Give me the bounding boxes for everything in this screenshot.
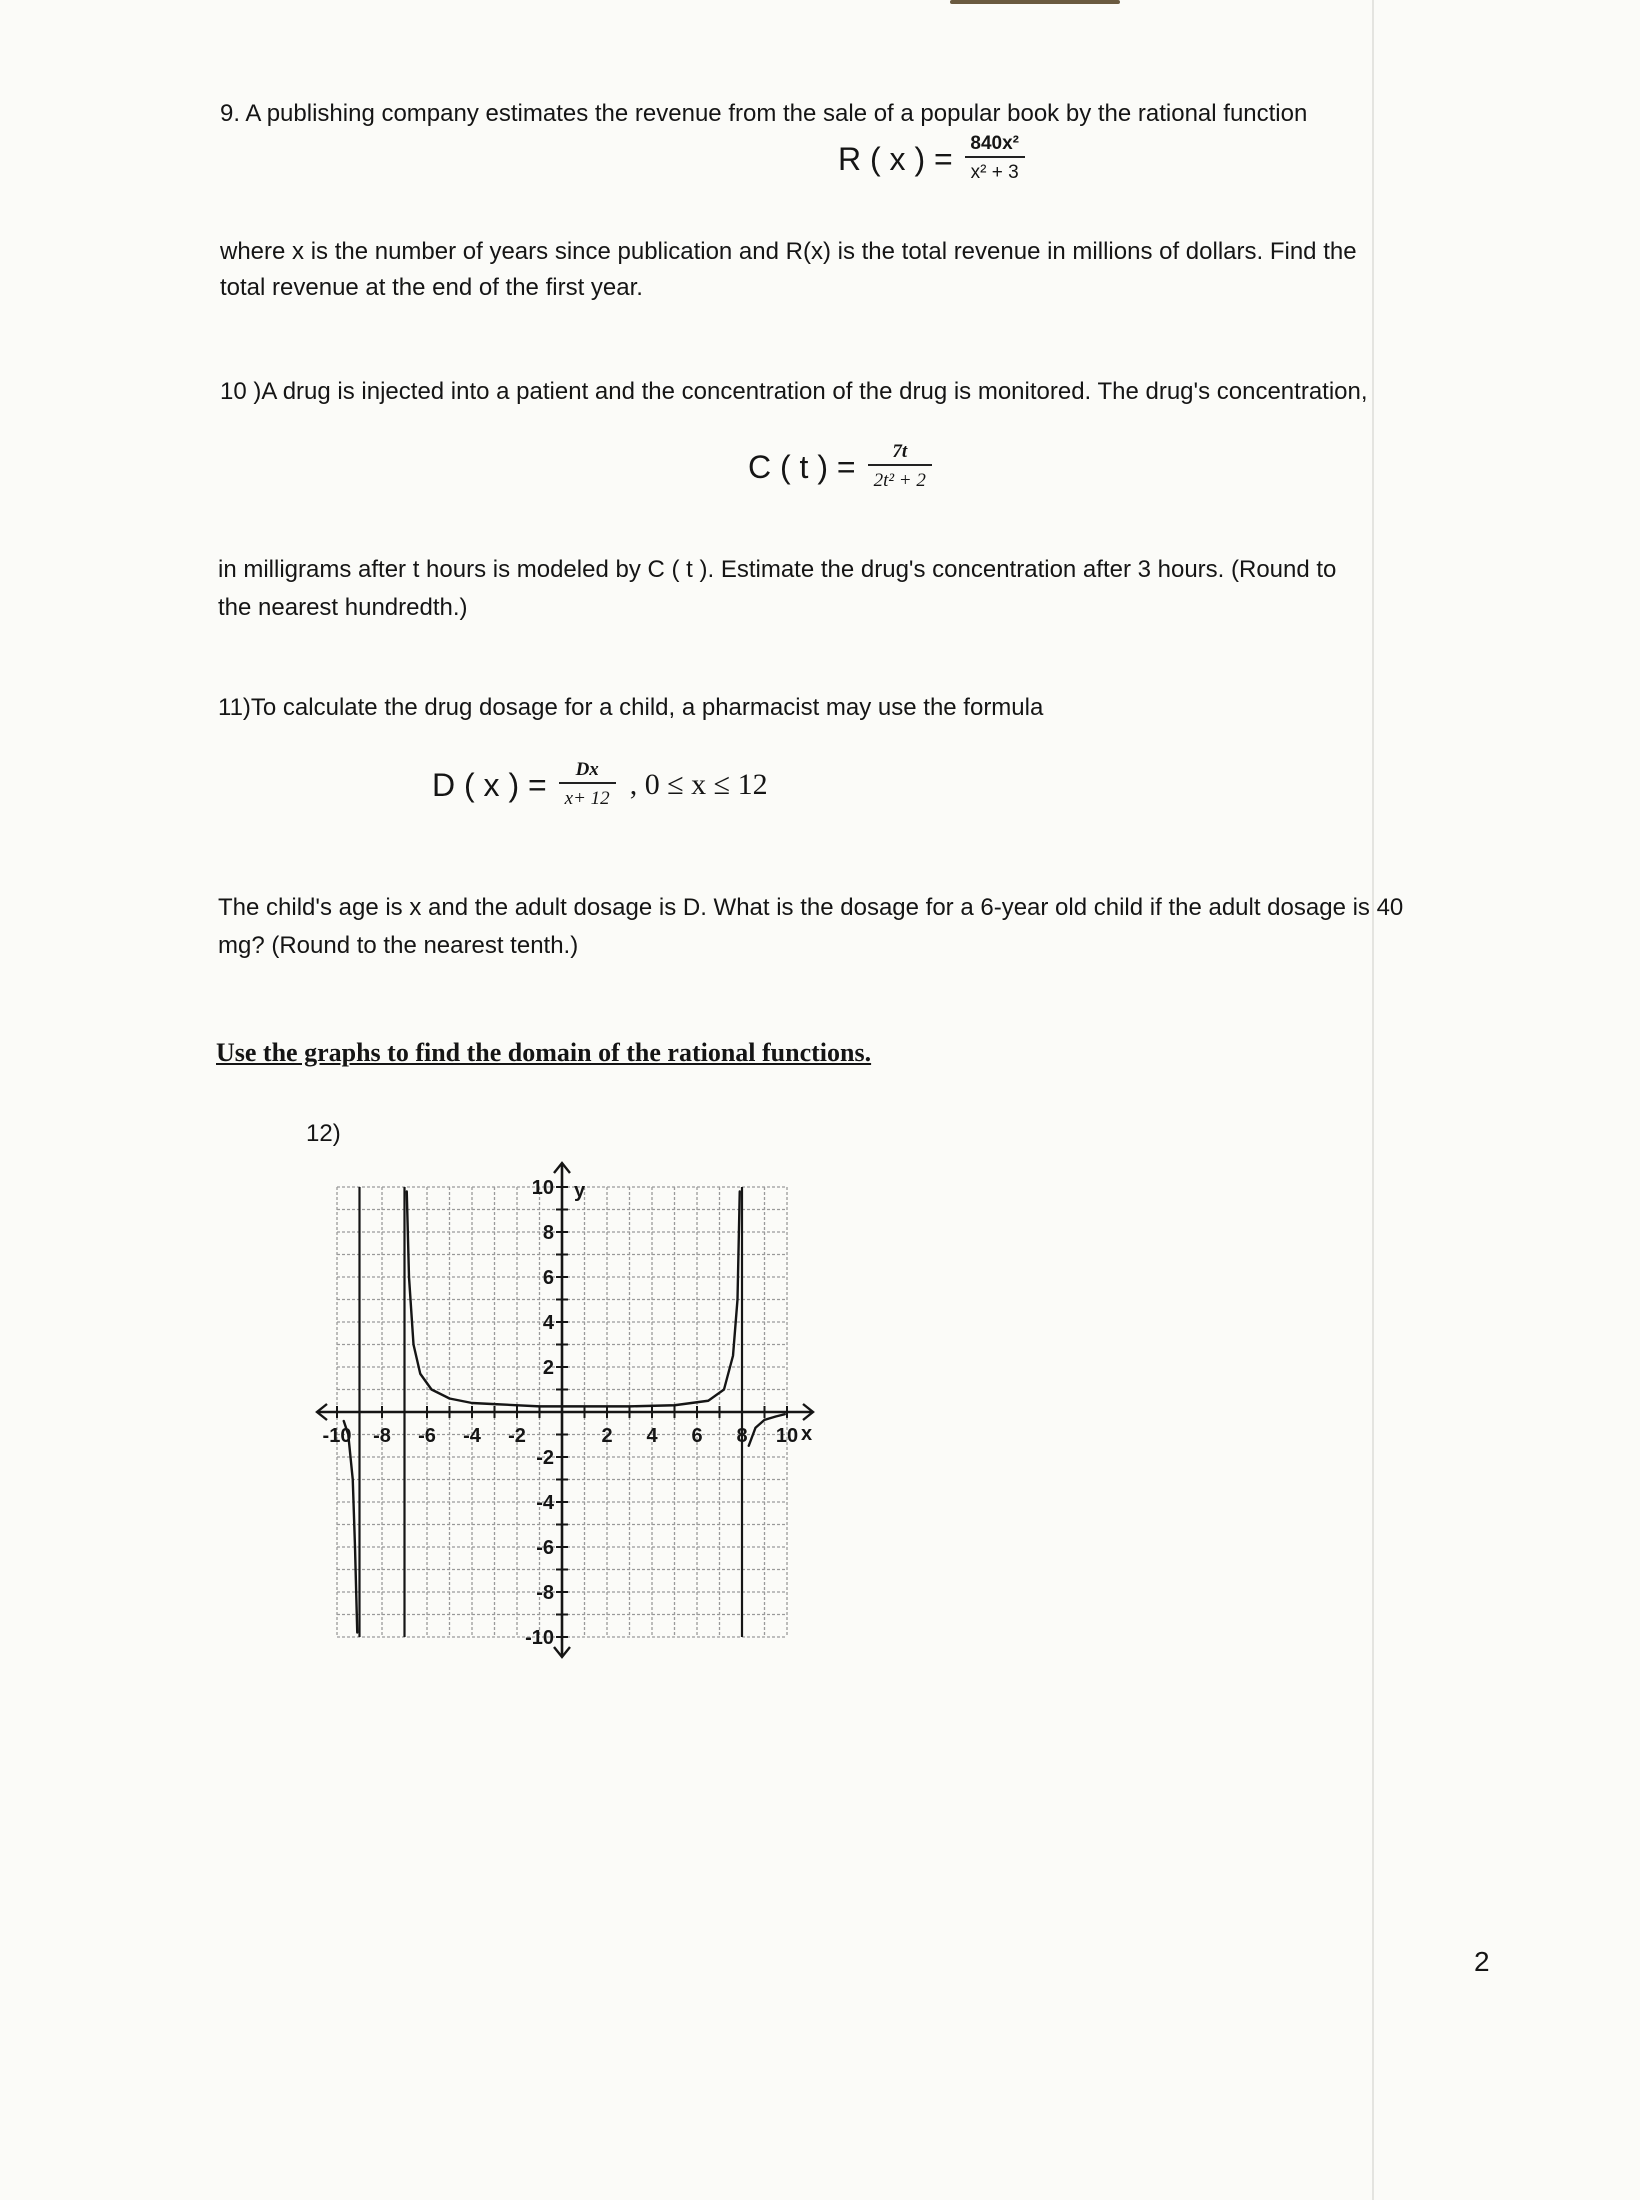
problem-9-func-name: R ( x ) = <box>838 140 953 177</box>
y-tick-label: -8 <box>536 1582 554 1604</box>
x-tick-label: 2 <box>601 1425 613 1447</box>
problem-11-line-3: mg? (Round to the nearest tenth.) <box>218 932 579 959</box>
problem-11-formula <box>432 758 768 812</box>
y-axis-label: y <box>574 1180 586 1202</box>
y-tick-label: -6 <box>536 1537 554 1559</box>
problem-9-denominator: x² + 3 <box>965 156 1025 186</box>
problem-11-condition: , 0 ≤ x ≤ 12 <box>629 768 768 801</box>
problem-11-numerator: Dx <box>575 759 599 780</box>
x-tick-label: -8 <box>373 1425 391 1447</box>
x-tick-label: -4 <box>463 1425 481 1447</box>
y-tick-label: 4 <box>542 1312 554 1334</box>
problem-12-graph <box>290 1130 850 1690</box>
problem-11-denominator: x+ 12 <box>559 782 616 812</box>
page-number: 2 <box>1474 1946 1490 1977</box>
scan-edge-mark <box>950 0 1120 4</box>
problem-12-label: 12) <box>306 1120 341 1147</box>
problem-9-line-2: where x is the number of years since publication and R(x) is the total revenue in millions of dollars. Find the <box>220 238 1357 265</box>
problem-10-func-name: C ( t ) = <box>748 448 856 485</box>
problem-9-fraction <box>965 132 1025 186</box>
problem-11-fraction <box>559 758 616 812</box>
x-tick-label: 6 <box>691 1425 703 1447</box>
problem-10-formula <box>748 440 932 494</box>
problem-9-formula <box>838 132 1025 186</box>
x-tick-label: -6 <box>418 1425 436 1447</box>
problem-10-numerator: 7t <box>892 441 908 462</box>
problem-9-line-1: 9. A publishing company estimates the revenue from the sale of a popular book by the rational function <box>220 100 1308 127</box>
problem-9-numerator: 840x² <box>970 133 1019 154</box>
x-tick-label: 4 <box>646 1425 658 1447</box>
problem-11-func-name: D ( x ) = <box>432 766 547 803</box>
y-tick-label: 2 <box>542 1357 554 1379</box>
problem-9-line-3: total revenue at the end of the first year. <box>220 274 643 301</box>
x-tick-label: -2 <box>508 1425 526 1447</box>
problem-10-line-1: 10 )A drug is injected into a patient and the concentration of the drug is monitored. The drug's concentration, <box>220 378 1368 405</box>
problem-11-line-1: 11)To calculate the drug dosage for a child, a pharmacist may use the formula <box>218 694 1044 721</box>
x-tick-label: -10 <box>322 1425 352 1447</box>
y-tick-label: 6 <box>542 1267 554 1289</box>
curve-branch <box>407 1192 495 1405</box>
problem-10-line-3: the nearest hundredth.) <box>218 594 468 621</box>
y-tick-label: -2 <box>536 1447 554 1469</box>
curve-branch <box>344 1421 358 1633</box>
y-tick-label: 10 <box>531 1177 554 1199</box>
y-tick-label: 8 <box>542 1222 554 1244</box>
problem-10-line-2: in milligrams after t hours is modeled by C ( t ). Estimate the drug's concentration after 3 hours. (Round to <box>218 556 1337 583</box>
problem-10-fraction <box>868 440 932 494</box>
problem-10-denominator: 2t² + 2 <box>868 464 932 494</box>
section-heading: Use the graphs to find the domain of the rational functions. <box>216 1038 872 1067</box>
x-axis-label: x <box>801 1423 813 1445</box>
problem-11-line-2: The child's age is x and the adult dosage is D. What is the dosage for a 6-year old child if the adult dosage is 40 <box>218 894 1404 921</box>
y-tick-label: -4 <box>536 1492 554 1514</box>
x-tick-label: 8 <box>736 1425 748 1447</box>
paper-edge-shadow <box>1372 0 1374 2200</box>
y-tick-label: -10 <box>525 1627 554 1649</box>
x-tick-label: 10 <box>775 1425 799 1447</box>
